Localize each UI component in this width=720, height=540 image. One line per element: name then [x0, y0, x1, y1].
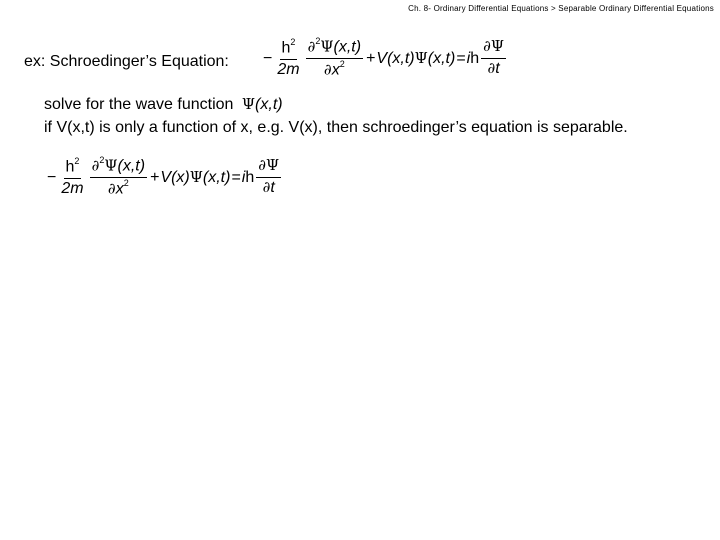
time-derivative	[481, 39, 506, 78]
hbar-symbol: h	[281, 38, 291, 56]
exponent: 2	[290, 36, 296, 47]
hbar-symbol: h	[470, 49, 480, 67]
xt-args: (x,t)	[202, 168, 231, 186]
hbar-over-2m	[275, 36, 301, 79]
xt-args: (x,t)	[117, 157, 146, 175]
two-m: 2m	[277, 60, 300, 78]
exponent: 2	[123, 178, 129, 189]
xt-args: (x,t)	[427, 49, 456, 67]
exponent: 2	[315, 36, 321, 46]
psi-symbol: Ψ	[104, 156, 118, 175]
minus-sign: −	[263, 49, 273, 67]
hbar-over-2m	[59, 155, 85, 198]
psi-symbol: Ψ	[189, 168, 203, 187]
partial-symbol: ∂	[323, 60, 332, 79]
t-variable: t	[270, 179, 275, 197]
hbar-symbol: h	[245, 168, 255, 186]
second-partial-derivative	[90, 157, 147, 198]
exponent: 2	[99, 155, 105, 165]
partial-symbol: ∂	[91, 156, 100, 175]
t-variable: t	[495, 60, 500, 78]
x-variable: x	[331, 61, 340, 79]
time-derivative	[256, 158, 281, 197]
exponent: 2	[74, 155, 80, 166]
partial-symbol: ∂	[258, 156, 267, 175]
second-partial-derivative	[306, 38, 363, 79]
equals-sign: =	[456, 49, 466, 67]
x-variable: x	[115, 180, 124, 198]
xt-args: (x,t)	[333, 38, 362, 56]
minus-sign: −	[47, 168, 57, 186]
partial-symbol: ∂	[483, 37, 491, 56]
imaginary-unit: i	[241, 168, 246, 186]
example-label: ex: Schroedinger’s Equation:	[24, 53, 229, 70]
plus-sign: +	[150, 168, 160, 186]
psi-symbol: Ψ	[241, 95, 256, 113]
breadcrumb-header: Ch. 8- Ordinary Differential Equations > Separable Ordinary Differential Equations	[408, 4, 714, 13]
potential-term: V(x)	[160, 168, 190, 186]
partial-symbol: ∂	[487, 59, 496, 78]
schroedinger-equation	[262, 38, 508, 79]
imaginary-unit: i	[466, 49, 471, 67]
solve-text: solve for the wave function	[44, 96, 234, 113]
equals-sign: =	[231, 168, 241, 186]
wave-function	[242, 97, 283, 113]
psi-symbol: Ψ	[320, 37, 334, 56]
separable-equation	[46, 157, 283, 198]
partial-symbol: ∂	[107, 179, 116, 198]
psi-symbol: Ψ	[266, 156, 280, 175]
separable-text: if V(x,t) is only a function of x, e.g. V(x), then schroedinger’s equation is separable.	[44, 119, 628, 136]
hbar-symbol: h	[65, 157, 75, 175]
solve-text-line	[44, 96, 283, 114]
psi-symbol: Ψ	[490, 37, 505, 56]
plus-sign: +	[366, 49, 376, 67]
partial-symbol: ∂	[307, 37, 316, 56]
two-m: 2m	[61, 179, 84, 197]
potential-term: V(x,t)	[376, 49, 415, 67]
partial-symbol: ∂	[262, 178, 271, 197]
psi-symbol: Ψ	[414, 49, 428, 68]
xt-args: (x,t)	[255, 95, 283, 113]
exponent: 2	[339, 59, 345, 70]
